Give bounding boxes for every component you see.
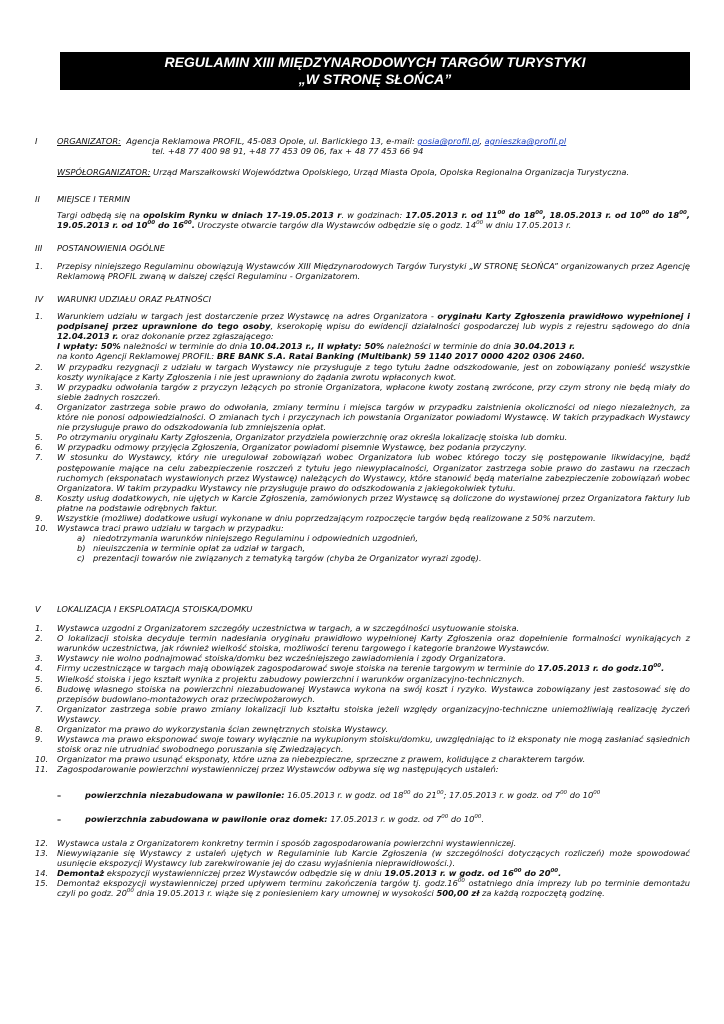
organizer-phone: tel. +48 77 400 98 91, +48 77 453 09 06, fax + 48 77 453 66 94 <box>152 146 424 157</box>
email-link-agnieszka[interactable]: agnieszka@profil.pl <box>484 136 567 146</box>
list-item: 9. Wystawca ma prawo eksponować swoje towary wyłącznie na wykupionym stoisku/domku, uwzględniając to iż eksponaty nie mogą zasłaniać sąsiednich stoisk oraz nie utrudniać swobodnego poruszania się Zwiedzających. <box>35 734 690 755</box>
place-time-text: Targi odbędą się na opolskim Rynku w dniach 17-19.05.2013 r. w godzinach: 17.05.2013 r. od $11^{00}$ do $18^{00}$, 18.05.2013 r. od $10^{00}$ do $18^{00}$, 19.05.2013 r. od $10^{00}$ do $16^{00}$. Uroczyste otwarcie targów dla Wystawców odbędzie się o godz. $14^{00}$ w dniu 17.05.2013 r. <box>57 210 691 231</box>
list-item: 5. Wielkość stoiska i jego kształt wynika z projektu zabudowy powierzchni i warunków organizacyjno-technicznych. <box>35 673 525 684</box>
section-heading: WARUNKI UDZIAŁU ORAZ PŁATNOŚCI <box>57 294 212 304</box>
list-item: 8. Koszty usług dodatkowych, nie ujętych w Karcie Zgłoszenia, zamówionych przez Wystawcę są doliczone do wystawionej przez Organizatora faktury lub płatne na podstawie odrębnych faktur. <box>35 492 690 513</box>
section-number: IV <box>35 294 44 304</box>
section-heading: MIEJSCE I TERMIN <box>57 194 131 204</box>
section-stand-location <box>35 604 690 898</box>
section-heading: LOKALIZACJA I EKSPLOATACJA STOISKA/DOMKU <box>57 604 253 614</box>
dash-item-unbuilt: – powierzchnia niezabudowana w pawilonie: 16.05.2013 r. w godz. od $18^{00}$ do $21^{00}$; 17.05.2013 r. w godz. od $7^{00}$ do $10^{00}$ <box>57 789 601 800</box>
section-organizer: I ORGANIZATOR: Agencja Reklamowa PROFIL, 45-083 Opole, ul. Barlickiego 13, e-mail: gosia@profil.pl, agnieszka@profil.pl tel. +48 77 400 98 91, +48 77 453 09 06, fax + 48 77 453 66 94 WSPÓŁORGANIZATOR: Urząd Marszałkowski Województwa Opolskiego, Urząd Miasta Opola, Opolska Regionalna Organizacja Turystyczna. <box>35 136 690 177</box>
list-item: 1. Wystawca uzgodni z Organizatorem szczegóły uczestnictwa w targach, a w szczególności usytuowanie stoiska. <box>35 623 520 634</box>
sub-item: c) prezentacji towarów nie związanych z tematyką targów (chyba że Organizator wyrazi zgodę). <box>77 553 482 564</box>
list-item: 14. Demontaż ekspozycji wystawienniczej przez Wystawców odbędzie się w dniu 19.05.2013 r. w godz. od $16^{00}$ do $20^{00}$. <box>35 867 562 878</box>
section-number: I <box>35 136 38 146</box>
list-item: 3. Wystawcy nie wolno podnajmować stoiska/domku bez wcześniejszego zawiadomienia i zgody Organizatora. <box>35 653 506 664</box>
list-item: 10. Wystawca traci prawo udziału w targach w przypadku: <box>35 523 284 534</box>
list-item: 9. Wszystkie (możliwe) dodatkowe usługi wykonane w dniu poprzedzającym rozpoczęcie targów będą realizowane z 50% narzutem. <box>35 512 596 523</box>
list-item: 2. O lokalizacji stoiska decyduje termin nadesłania oryginału prawidłowo wypełnionej Karty Zgłoszenia oraz dopełnienie formalności wynikających z warunków uczestnictwa, jak również wielkość stoiska, możliwości terenu targowego i kategorie branżowe Wystawców. <box>35 633 690 654</box>
list-item: 10. Organizator ma prawo usunąć eksponaty, które uzna za niebezpieczne, sprzeczne z prawem, kolidujące z charakterem targów. <box>35 754 586 765</box>
list-item: 1. Przepisy niniejszego Regulaminu obowiązują Wystawców XIII Międzynarodowych Targów Turystyki „W STRONĘ SŁOŃCA” organizowanych przez Agencję Reklamową PROFIL zwaną w dalszej części Regulaminu - Organizatorem. <box>35 261 690 282</box>
list-item: 7. W stosunku do Wystawcy, który nie uregulował zobowiązań wobec Organizatora lub wobec którego toczy się postępowanie likwidacyjne, bądź postępowanie mające na celu zabezpieczenie roszczeń z tytułu jego niewypłacalności, Organizator zastrzega sobie prawo do zastawu na rzeczach ruchomych (eksponatach wystawionych przez Wystawcę) należących do Wystawcy, które stanowić będą materialne zabezpieczenie zobowiązań wobec Organizatora. W takim przypadku Wystawcy nie przysługuje prawo do odszkodowania z jakiegokolwiek tytułu. <box>35 452 690 493</box>
list-item: 1. Warunkiem udziału w targach jest dostarczenie przez Wystawcę na adres Organizatora - oryginału Karty Zgłoszenia prawidłowo wypełnionej i podpisanej przez uprawnione do tego osoby, kserokopię wpisu do ewidencji działalności gospodarczej lub wypis z rejestru sądowego do dnia 12.04.2013 r. oraz dokonanie przez zgłaszającego: I wpłaty: 50% należności w terminie do dnia 10.04.2013 r., II wpłaty: 50% należności w terminie do dnia 30.04.2013 r. na konto Agencji Reklamowej PROFIL: BRE BANK S.A. Ratai Banking (Multibank) 59 1140 2017 0000 4202 0306 2460. <box>35 311 690 362</box>
section-place-time <box>35 194 690 230</box>
list-item: 13. Niewywiązanie się Wystawcy z ustaleń ujętych w Regulaminie lub Karcie Zgłoszenia (w szczególności dotyczących rozliczeń) może spowodować usunięcie ekspozycji Wystawcy lub zarekwirowanie jej do czasu wyjaśnienia nieprawidłowości.). <box>35 847 690 868</box>
section-number: III <box>35 243 43 253</box>
organizer-label: ORGANIZATOR: <box>57 136 121 146</box>
title-line-1: REGULAMIN XIII MIĘDZYNARODOWYCH TARGÓW TURYSTYKI <box>164 54 586 70</box>
list-item: 4. Firmy uczestniczące w targach mają obowiązek zagospodarować swoje stoiska na terenie targowym w terminie do 17.05.2013 r. do $godz.10^{00}$. <box>35 663 665 674</box>
list-item: 2. W przypadku rezygnacji z udziału w targach Wystawcy nie przysługuje z tego tytułu żadne odszkodowanie, jest on zobowiązany ponieść wszystkie koszty wynikające z Karty Zgłoszenia i nie jest uprawniony do żądania zwrotu wpłaconych kwot. <box>35 361 690 382</box>
email-link-gosia[interactable]: gosia@profil.pl <box>417 136 480 146</box>
list-item: 7. Organizator zastrzega sobie prawo zmiany lokalizacji lub kształtu stoiska jeżeli względy organizacyjno-techniczne uniemożliwiają realizację życzeń Wystawcy. <box>35 703 690 724</box>
organizer-text: Agencja Reklamowa PROFIL, 45-083 Opole, ul. Barlickiego 13, e-mail: <box>126 136 415 146</box>
sub-item: b) nieuiszczenia w terminie opłat za udział w targach, <box>77 543 306 554</box>
section-heading: POSTANOWIENIA OGÓLNE <box>57 243 165 253</box>
list-item: 15. Demontaż ekspozycji wystawienniczej przed upływem terminu zakończenia targów tj. $godz.16^{00}$ ostatniego dnia imprezy lub po terminie demontażu czyli po godz. $20^{00}$ dnia 19.05.2013 r. wiąże się z poniesieniem kary umownej w wysokości 500,00 zł za każdą rozpoczętą godzinę. <box>35 878 691 899</box>
co-organizer-label: WSPÓŁORGANIZATOR: <box>57 167 151 178</box>
co-organizer-text: Urząd Marszałkowski Województwa Opolskiego, Urząd Miasta Opola, Opolska Regionalna Organizacja Turystyczna. <box>153 167 630 178</box>
list-item: 8. Organizator ma prawo do wykorzystania ścian zewnętrznych stoiska Wystawcy. <box>35 724 389 735</box>
section-number: V <box>35 604 41 614</box>
list-item: 6. Budowę własnego stoiska na powierzchni niezabudowanej Wystawca wykona na swój koszt i ryzyko. Wystawca zobowiązany jest zastosować się do przepisów budowlano-montażowych oraz przeciwpożarowych. <box>35 683 690 704</box>
section-number: II <box>35 194 40 204</box>
sub-item: a) niedotrzymania warunków niniejszego Regulaminu i odpowiednich uzgodnień, <box>77 533 419 544</box>
list-item: 11. Zagospodarowanie powierzchni wystawienniczej przez Wystawców odbywa się wg następujących ustaleń: <box>35 764 499 775</box>
dash-item-built: – powierzchnia zabudowana w pawilonie oraz domek: 17.05.2013 r. w godz. od $7^{00}$ do $10^{00}$. <box>57 813 485 824</box>
list-item: 3. W przypadku odwołania targów z przyczyn leżących po stronie Organizatora, wpłacone kwoty zostaną zwrócone, przy czym strony nie będą miały do siebie żadnych roszczeń. <box>35 381 690 402</box>
section-general-provisions <box>35 243 690 281</box>
title-banner <box>60 52 690 90</box>
list-item: 5. Po otrzymaniu oryginału Karty Zgłoszenia, Organizator przydziela powierzchnię oraz określa lokalizację stoiska lub domku. <box>35 432 568 443</box>
list-item: 4. Organizator zastrzega sobie prawo do odwołania, zmiany terminu i miejsca targów w przypadku zaistnienia okoliczności od niego niezależnych, za które nie ponosi odpowiedzialności. O zmianach tych i przyczynach ich powstania Organizator powiadomi Wystawcę. W takich przypadkach Wystawcy nie przysługuje prawo do odszkodowania lub zmniejszenia opłat. <box>35 401 690 433</box>
section-participation-payment <box>35 294 690 563</box>
list-item: 12. Wystawca ustala z Organizatorem konkretny termin i sposób zagospodarowania powierzchni wystawienniczej. <box>35 837 517 848</box>
title-line-2: „W STRONĘ SŁOŃCA” <box>298 71 452 87</box>
list-item: 6. W przypadku odmowy przyjęcia Zgłoszenia, Organizator powiadomi pisemnie Wystawcę, bez podania przyczyny. <box>35 442 527 453</box>
